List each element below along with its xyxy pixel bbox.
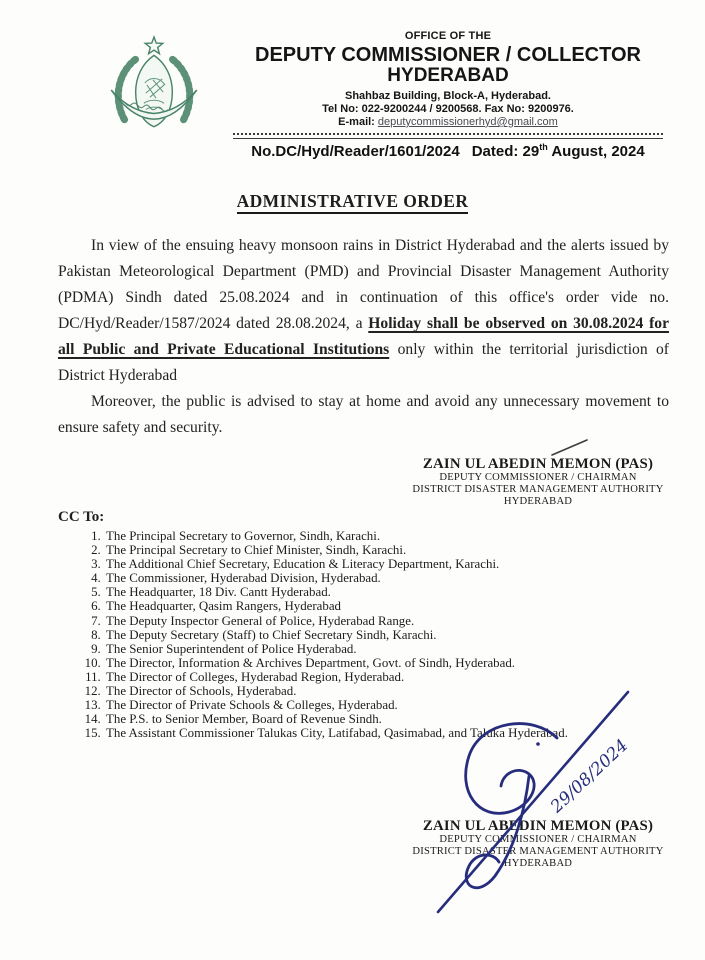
cc-list-item: 11. The Director of Colleges, Hyderabad Region, Hyderabad. <box>104 670 618 684</box>
signatory-block-bottom <box>392 818 684 870</box>
signatory-designation-1: DEPUTY COMMISSIONER / CHAIRMAN <box>439 834 637 845</box>
cc-list-item: 8. The Deputy Secretary (Staff) to Chief Secretary Sindh, Karachi. <box>104 628 618 642</box>
cc-section <box>58 509 618 740</box>
signatory-designation-1: DEPUTY COMMISSIONER / CHAIRMAN <box>439 472 637 483</box>
cc-list-item: 1. The Principal Secretary to Governor, Sindh, Karachi. <box>104 529 618 543</box>
letterhead <box>233 30 663 160</box>
order-title: ADMINISTRATIVE ORDER <box>0 191 705 212</box>
cc-list-item: 7. The Deputy Inspector General of Police, Hyderabad Range. <box>104 614 618 628</box>
signatory-designation-3: HYDERABAD <box>503 496 573 507</box>
cc-list-item: 15. The Assistant Commissioner Talukas City, Latifabad, Qasimabad, and Taluka Hyderabad. <box>104 726 618 740</box>
cc-list-item: 10. The Director, Information & Archives Department, Govt. of Sindh, Hyderabad. <box>104 656 618 670</box>
signatory-name: ZAIN UL ABEDIN MEMON (PAS) <box>422 456 654 472</box>
header-divider <box>233 133 663 139</box>
org-title-line1: DEPUTY COMMISSIONER / COLLECTOR <box>255 44 641 66</box>
office-line: OFFICE OF THE <box>404 30 492 42</box>
reference-and-date-line <box>233 142 663 160</box>
cc-list-item: 13. The Director of Private Schools & Colleges, Hyderabad. <box>104 698 618 712</box>
cc-list-item: 6. The Headquarter, Qasim Rangers, Hyderabad <box>104 599 618 613</box>
star-icon <box>145 37 163 54</box>
order-body <box>58 233 669 441</box>
cc-list <box>58 529 618 740</box>
cc-list-item: 3. The Additional Chief Secretary, Education & Literacy Department, Karachi. <box>104 557 618 571</box>
letter-date: Dated: 29th August, 2024 <box>471 141 645 160</box>
office-email-line <box>233 116 663 128</box>
signatory-block-top <box>392 447 684 508</box>
signatory-designation-3: HYDERABAD <box>503 858 573 869</box>
signatory-name: ZAIN UL ABEDIN MEMON (PAS) <box>422 818 654 834</box>
sindh-emblem-logo <box>103 34 205 140</box>
cc-list-item: 12. The Director of Schools, Hyderabad. <box>104 684 618 698</box>
order-paragraph-1: In view of the ensuing heavy monsoon rains in District Hyderabad and the alerts issued by Pakistan Meteorological Department (PMD) and Provincial Disaster Management Authority (PDMA) Sindh dated 25.08.2024 and in continuation of this office's order vide no. DC/Hyd/Reader/1587/2024 dated 28.08.2024, a Holiday shall be observed on 30.08.2024 for all Public and Private Educational Institutions only within the territorial jurisdiction of District Hyderabad <box>58 237 669 384</box>
cc-label: CC To: <box>58 509 105 525</box>
reference-number: No.DC/Hyd/Reader/1601/2024 <box>251 142 460 160</box>
office-phone-fax: Tel No: 022-9200244 / 9200568. Fax No: 9200976. <box>322 102 574 115</box>
cc-list-item: 5. The Headquarter, 18 Div. Cantt Hyderabad. <box>104 585 618 599</box>
signature-slash-mark <box>550 438 590 458</box>
email-label: E-mail: <box>338 115 375 128</box>
cc-list-item: 14. The P.S. to Senior Member, Board of Revenue Sindh. <box>104 712 618 726</box>
signatory-designation-2: DISTRICT DISASTER MANAGEMENT AUTHORITY <box>412 484 664 495</box>
email-link[interactable]: deputycommissionerhyd@gmail.com <box>377 115 558 128</box>
signatory-designation-2: DISTRICT DISASTER MANAGEMENT AUTHORITY <box>412 846 664 857</box>
holiday-declaration: Holiday shall be observed on 30.08.2024 for all Public and Private Educational Institutions <box>58 315 669 358</box>
order-paragraph-2: Moreover, the public is advised to stay at home and avoid any unnecessary movement to ensure safety and security. <box>58 393 669 436</box>
cc-list-item: 4. The Commissioner, Hyderabad Division, Hyderabad. <box>104 571 618 585</box>
org-title-line2: HYDERABAD <box>387 65 509 86</box>
cc-list-item: 9. The Senior Superintendent of Police Hyderabad. <box>104 642 618 656</box>
cc-list-item: 2. The Principal Secretary to Chief Minister, Sindh, Karachi. <box>104 543 618 557</box>
office-address: Shahbaz Building, Block-A, Hyderabad. <box>345 89 551 102</box>
signature-date: 29/08/2024 <box>546 735 633 818</box>
